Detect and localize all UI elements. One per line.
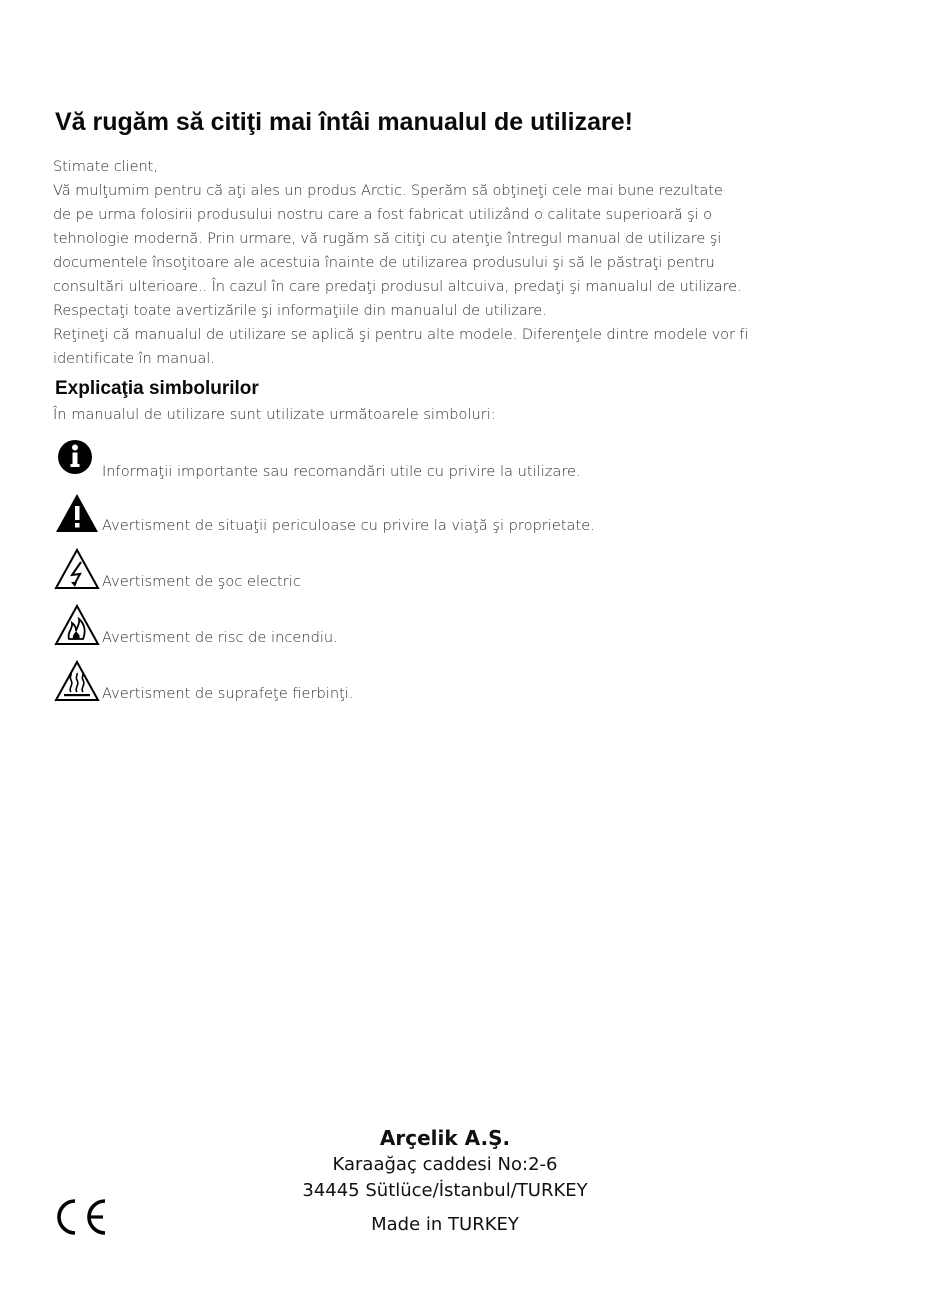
intro-line: consultări ulterioare.. În cazul în care predaţi produsul altcuiva, predaţi şi manualul de utilizare. xyxy=(53,278,742,295)
symbol-label: Informaţii importante sau recomandări utile cu privire la utilizare. xyxy=(102,463,581,480)
intro-line: identificate în manual. xyxy=(53,350,215,367)
symbol-row-info xyxy=(54,436,854,486)
intro-line: Reţineţi că manualul de utilizare se aplică şi pentru alte modele. Diferenţele dintre modele vor fi xyxy=(53,326,749,343)
fire-hazard-icon xyxy=(54,602,100,648)
intro-line: de pe urma folosirii produsului nostru care a fost fabricat utilizând o calitate superioară şi o xyxy=(53,206,713,223)
intro-line: Vă mulţumim pentru că aţi ales un produs Arctic. Sperăm să obţineţi cele mai bune rezultate xyxy=(53,182,723,199)
symbol-row-fire xyxy=(54,602,854,652)
company-address-line: Karaağaç caddesi No:2-6 xyxy=(332,1154,558,1175)
intro-line: Respectaţi toate avertizările şi informaţiile din manualul de utilizare. xyxy=(53,302,547,319)
symbol-row-hot-surface xyxy=(54,658,854,708)
symbols-heading: Explicaţia simbolurilor xyxy=(55,378,259,399)
warning-icon xyxy=(54,490,100,536)
symbol-label: Avertisment de situaţii periculoase cu privire la viaţă şi proprietate. xyxy=(102,517,595,534)
symbols-intro: În manualul de utilizare sunt utilizate următoarele simboluri: xyxy=(53,406,496,423)
symbol-label: Avertisment de risc de incendiu. xyxy=(102,629,338,646)
ce-mark-icon xyxy=(53,1195,111,1239)
intro-line: documentele însoţitoare ale acestuia înainte de utilizarea produsului şi să le păstraţi pentru xyxy=(53,254,715,271)
company-address-block xyxy=(280,1124,610,1238)
intro-paragraph xyxy=(53,155,921,371)
symbol-label: Avertisment de şoc electric xyxy=(102,573,301,590)
hot-surface-icon xyxy=(54,658,100,704)
company-name: Arçelik A.Ş. xyxy=(379,1126,511,1150)
made-in-label: Made in TURKEY xyxy=(371,1214,519,1235)
intro-line: Stimate client, xyxy=(53,158,158,175)
info-icon xyxy=(54,436,100,482)
electric-shock-icon xyxy=(54,546,100,592)
intro-line: tehnologie modernă. Prin urmare, vă rugăm să citiţi cu atenţie întregul manual de utilizare şi xyxy=(53,230,722,247)
symbol-row-electric xyxy=(54,546,854,596)
page-title: Vă rugăm să citiţi mai întâi manualul de utilizare! xyxy=(55,108,633,136)
symbol-label: Avertisment de suprafeţe fierbinţi. xyxy=(102,685,354,702)
company-address-line: 34445 Sütlüce/İstanbul/TURKEY xyxy=(302,1180,588,1201)
symbol-row-warning xyxy=(54,490,854,540)
